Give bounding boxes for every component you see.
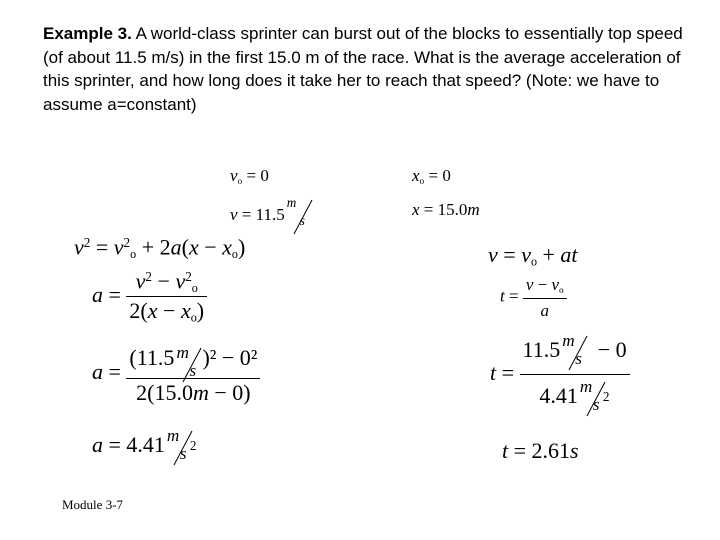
given-x: x = 15.0m <box>412 200 480 219</box>
equation-velocity: $v = v_o$ + at <box>488 242 578 269</box>
problem-statement <box>43 22 703 116</box>
equation-substitute-a: a = (11.5 m s )² − 0² 2(15.0m − 0) <box>92 344 260 404</box>
equation-solve-t: t = $\frac{v - v_o}{a}$ <box>500 276 567 319</box>
given-v: v = 11.5 m s <box>230 196 317 236</box>
problem-text: A world-class sprinter can burst out of the blocks to essentially top speed (of about 11.5 m/s) in the first 15.0 m of the race. What is the average acceleration of this sprinter, and how long does it take her to reach that speed? (Note: we have to assume a=constant) <box>43 24 683 114</box>
module-footer: Module 3-7 <box>62 497 124 512</box>
result-time: t = 2.61s <box>502 438 579 463</box>
equation-solve-a: a = $\frac{v^2 - v^2_o}{2(x - x_o)}$ <box>92 270 207 324</box>
equation-kinematic: $v^2 = v^2_o + 2a(x - x_o)$ <box>74 234 246 261</box>
given-v0: $v_o = 0$ <box>230 166 269 187</box>
given-x0: $x_o = 0$ <box>412 166 451 187</box>
result-acceleration: a = 4.41 m s 2 <box>92 426 197 463</box>
equation-substitute-t: t = 11.5 m s − 0 4.41 m s 2 <box>490 332 630 418</box>
example-label: Example 3. <box>43 24 132 43</box>
